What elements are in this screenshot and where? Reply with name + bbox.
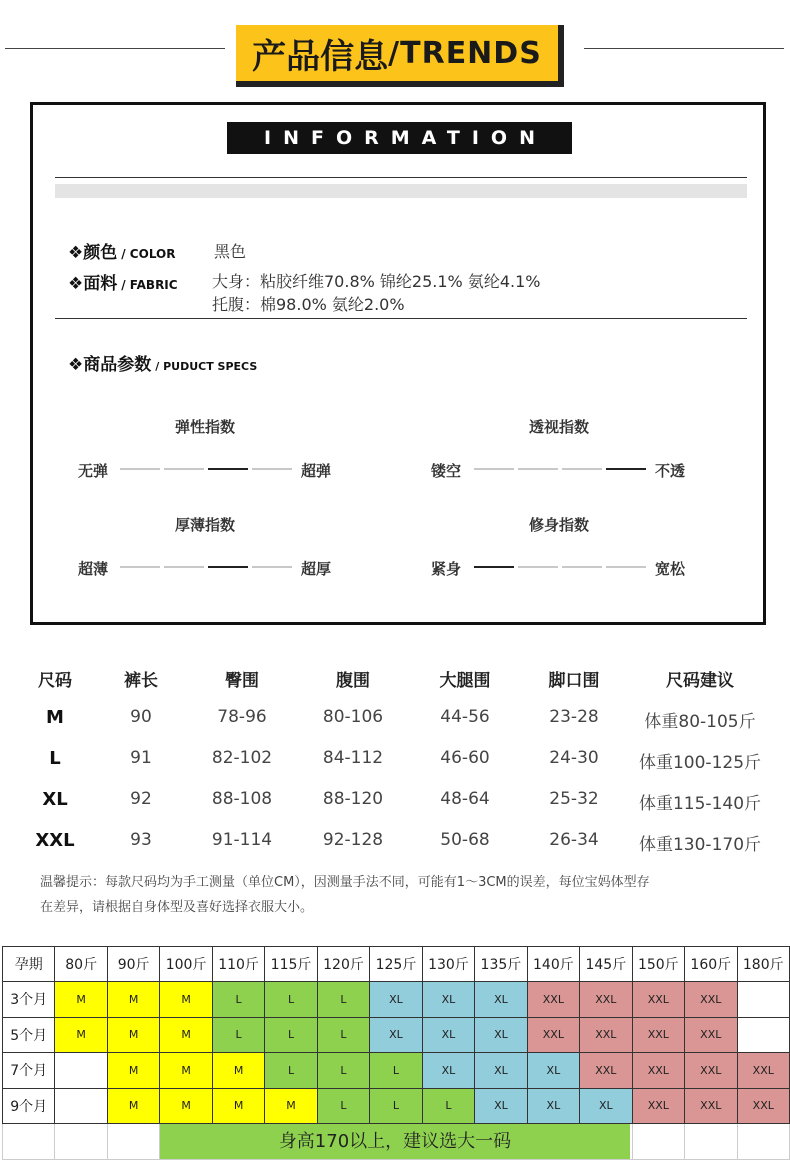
pregnancy-size-cell: M xyxy=(160,1017,212,1053)
pregnancy-table-header: 80斤 xyxy=(55,947,107,982)
pregnancy-size-cell: M xyxy=(107,982,159,1018)
index-right-elasticity: 超弹 xyxy=(301,462,332,480)
size-table-header: 大腿围 xyxy=(439,671,491,691)
index-left-fit: 紧身 xyxy=(431,560,462,578)
divider xyxy=(55,318,747,319)
pregnancy-size-cell: L xyxy=(265,1053,317,1089)
pregnancy-size-cell: XXL xyxy=(580,1017,632,1053)
size-table-size-name: XXL xyxy=(35,830,75,851)
index-title-thickness: 厚薄指数 xyxy=(174,516,235,534)
size-table-size-name: M xyxy=(46,707,64,728)
pregnancy-size-cell: M xyxy=(160,1088,212,1124)
index-segment xyxy=(474,566,514,568)
pregnancy-size-cell: XXL xyxy=(737,1088,789,1124)
pregnancy-size-cell: XL xyxy=(475,982,527,1018)
size-table-cell: 46-60 xyxy=(440,748,490,768)
size-table-header: 臀围 xyxy=(225,671,259,691)
pregnancy-footer-cell xyxy=(737,1124,789,1160)
pregnancy-size-cell: XXL xyxy=(632,982,684,1018)
size-table-header: 裤长 xyxy=(124,671,158,691)
pregnancy-size-cell: L xyxy=(422,1088,474,1124)
size-tip-line-1: 温馨提示：每款尺码均为手工测量（单位CM），因测量手法不同，可能有1～3CM的误差，每位宝妈体型存 xyxy=(40,875,650,890)
pregnancy-size-cell: L xyxy=(317,982,369,1018)
index-segment xyxy=(606,566,646,568)
pregnancy-size-cell: XL xyxy=(370,982,422,1018)
size-table-cell: 体重130-170斤 xyxy=(638,835,762,855)
pregnancy-size-cell: XXL xyxy=(632,1088,684,1124)
index-segment xyxy=(164,566,204,568)
pregnancy-size-cell: XL xyxy=(422,1017,474,1053)
pregnancy-footer-cell xyxy=(107,1124,159,1160)
size-table-cell: 92 xyxy=(130,789,152,809)
fabric-label: ❖面料 / FABRIC xyxy=(68,274,178,294)
size-table-cell: 24-30 xyxy=(549,748,599,768)
information-title: INFORMATION xyxy=(227,122,572,154)
size-table-cell: 23-28 xyxy=(549,707,599,727)
pregnancy-table-header: 90斤 xyxy=(107,947,159,982)
pregnancy-size-cell: XXL xyxy=(685,1017,737,1053)
pregnancy-size-cell: XXL xyxy=(632,1053,684,1089)
size-table-cell: 50-68 xyxy=(440,830,490,850)
index-segment xyxy=(120,468,160,470)
index-segment xyxy=(562,468,602,470)
pregnancy-size-cell: L xyxy=(370,1088,422,1124)
index-left-thickness: 超薄 xyxy=(78,560,109,578)
pregnancy-size-cell: M xyxy=(107,1053,159,1089)
size-table-cell: 82-102 xyxy=(211,748,273,768)
pregnancy-table-header: 孕期 xyxy=(3,947,55,982)
pregnancy-month-label: 3个月 xyxy=(3,982,55,1018)
pregnancy-size-cell: M xyxy=(212,1088,264,1124)
pregnancy-table-header: 180斤 xyxy=(737,947,789,982)
size-table-cell: 90 xyxy=(130,707,152,727)
pregnancy-size-cell: L xyxy=(212,982,264,1018)
pregnancy-month-label: 5个月 xyxy=(3,1017,55,1053)
diamond-bullet-icon: ❖ xyxy=(68,355,84,375)
size-tip-line-2: 在差异，请根据自身体型及喜好选择衣服大小。 xyxy=(40,900,314,915)
diamond-bullet-icon: ❖ xyxy=(68,274,84,294)
pregnancy-size-cell xyxy=(55,1053,107,1089)
pregnancy-size-cell: XL xyxy=(475,1088,527,1124)
pregnancy-size-cell: M xyxy=(107,1088,159,1124)
pregnancy-size-cell: M xyxy=(160,1053,212,1089)
pregnancy-size-cell: XL xyxy=(527,1088,579,1124)
size-table-size-name: L xyxy=(49,748,61,769)
pregnancy-table-header: 135斤 xyxy=(475,947,527,982)
index-title-fit: 修身指数 xyxy=(528,516,589,534)
pregnancy-size-cell: M xyxy=(107,1017,159,1053)
size-table-size-name: XL xyxy=(42,789,68,810)
index-segment xyxy=(606,468,646,470)
index-segment xyxy=(518,468,558,470)
pregnancy-size-cell: XXL xyxy=(527,982,579,1018)
pregnancy-size-cell: XXL xyxy=(685,1053,737,1089)
pregnancy-table-header: 100斤 xyxy=(160,947,212,982)
pregnancy-size-cell: M xyxy=(212,1053,264,1089)
index-segment xyxy=(474,468,514,470)
index-segment xyxy=(120,566,160,568)
title-cn: 产品信息 xyxy=(252,36,389,77)
pregnancy-size-cell: L xyxy=(265,1017,317,1053)
pregnancy-size-cell: XXL xyxy=(527,1017,579,1053)
index-segment xyxy=(208,468,248,470)
size-table-cell: 88-120 xyxy=(322,789,384,809)
size-table-cell: 26-34 xyxy=(549,830,599,850)
color-label: ❖颜色 / COLOR xyxy=(68,243,176,263)
size-table-cell: 25-32 xyxy=(549,789,599,809)
index-segment xyxy=(518,566,558,568)
pregnancy-size-cell: XXL xyxy=(685,1088,737,1124)
index-right-thickness: 超厚 xyxy=(301,560,332,578)
header-line-right xyxy=(584,48,784,49)
specs-label: ❖商品参数 / PUDUCT SPECS xyxy=(68,355,258,375)
divider-band xyxy=(55,184,747,198)
size-table-cell: 91-114 xyxy=(211,830,273,850)
pregnancy-size-cell: L xyxy=(265,982,317,1018)
size-table-cell: 93 xyxy=(130,830,152,850)
pregnancy-size-cell: XL xyxy=(422,982,474,1018)
pregnancy-size-cell: XXL xyxy=(632,1017,684,1053)
pregnancy-table-header: 150斤 xyxy=(632,947,684,982)
index-segment xyxy=(164,468,204,470)
index-right-sheerness: 不透 xyxy=(655,462,686,480)
index-title-sheerness: 透视指数 xyxy=(528,418,589,436)
size-table-header: 脚口围 xyxy=(548,671,600,691)
pregnancy-size-cell xyxy=(737,982,789,1018)
pregnancy-table-header: 115斤 xyxy=(265,947,317,982)
pregnancy-table-header: 145斤 xyxy=(580,947,632,982)
pregnancy-size-cell: XL xyxy=(580,1088,632,1124)
size-table-cell: 88-108 xyxy=(211,789,273,809)
pregnancy-size-cell xyxy=(55,1088,107,1124)
header-line-left xyxy=(5,48,225,49)
size-table-cell: 91 xyxy=(130,748,152,768)
pregnancy-size-cell xyxy=(737,1017,789,1053)
size-table-cell: 84-112 xyxy=(322,748,384,768)
pregnancy-table-header: 125斤 xyxy=(370,947,422,982)
index-title-elasticity: 弹性指数 xyxy=(174,418,235,436)
size-table-cell: 体重80-105斤 xyxy=(644,712,756,732)
pregnancy-size-cell: XXL xyxy=(685,982,737,1018)
pregnancy-size-cell: L xyxy=(212,1017,264,1053)
page-title xyxy=(236,25,564,87)
pregnancy-table-header: 160斤 xyxy=(685,947,737,982)
pregnancy-size-cell: M xyxy=(160,982,212,1018)
pregnancy-size-cell: XL xyxy=(527,1053,579,1089)
fabric-value-1: 大身：粘胶纤维70.8% 锦纶25.1% 氨纶4.1% xyxy=(212,272,541,291)
pregnancy-size-cell: M xyxy=(265,1088,317,1124)
size-table-header: 腹围 xyxy=(336,671,370,691)
size-table-header: 尺码建议 xyxy=(666,671,734,691)
height-note: 身高170以上，建议选大一码 xyxy=(160,1124,630,1159)
pregnancy-footer-cell xyxy=(632,1124,684,1160)
pregnancy-size-cell: XL xyxy=(475,1053,527,1089)
divider xyxy=(55,177,747,178)
pregnancy-size-cell: L xyxy=(317,1053,369,1089)
pregnancy-size-cell: L xyxy=(317,1017,369,1053)
diamond-bullet-icon: ❖ xyxy=(68,243,84,263)
fabric-value-2: 托腹：棉98.0% 氨纶2.0% xyxy=(212,295,405,314)
pregnancy-size-cell: M xyxy=(55,1017,107,1053)
pregnancy-size-cell: XL xyxy=(422,1053,474,1089)
pregnancy-size-cell: XXL xyxy=(737,1053,789,1089)
index-segment xyxy=(562,566,602,568)
pregnancy-size-cell: M xyxy=(55,982,107,1018)
index-segment xyxy=(252,468,292,470)
index-segment xyxy=(208,566,248,568)
index-left-elasticity: 无弹 xyxy=(78,462,109,480)
pregnancy-size-cell: XXL xyxy=(580,1053,632,1089)
size-table-cell: 体重100-125斤 xyxy=(638,753,762,773)
pregnancy-size-cell: XL xyxy=(370,1017,422,1053)
size-table-cell: 80-106 xyxy=(322,707,384,727)
index-left-sheerness: 镂空 xyxy=(431,462,462,480)
size-table-cell: 48-64 xyxy=(440,789,490,809)
pregnancy-size-cell: L xyxy=(317,1088,369,1124)
size-table-cell: 78-96 xyxy=(217,707,267,727)
pregnancy-table-header: 140斤 xyxy=(527,947,579,982)
index-segment xyxy=(252,566,292,568)
size-tip xyxy=(40,870,770,920)
pregnancy-footer-cell xyxy=(3,1124,55,1160)
index-right-fit: 宽松 xyxy=(655,560,686,578)
size-table-header: 尺码 xyxy=(38,671,72,691)
size-table-cell: 92-128 xyxy=(322,830,384,850)
pregnancy-size-cell: XXL xyxy=(580,982,632,1018)
pregnancy-size-cell: XL xyxy=(475,1017,527,1053)
size-table-cell: 44-56 xyxy=(440,707,490,727)
pregnancy-footer-cell xyxy=(55,1124,107,1160)
pregnancy-table-header: 110斤 xyxy=(212,947,264,982)
title-en: /TRENDS xyxy=(388,35,542,71)
pregnancy-month-label: 7个月 xyxy=(3,1053,55,1089)
pregnancy-month-label: 9个月 xyxy=(3,1088,55,1124)
pregnancy-size-cell: L xyxy=(370,1053,422,1089)
size-table-cell: 体重115-140斤 xyxy=(638,794,762,814)
color-value: 黑色 xyxy=(214,242,247,261)
pregnancy-footer-cell xyxy=(685,1124,737,1160)
pregnancy-table-header: 130斤 xyxy=(422,947,474,982)
pregnancy-table-header: 120斤 xyxy=(317,947,369,982)
